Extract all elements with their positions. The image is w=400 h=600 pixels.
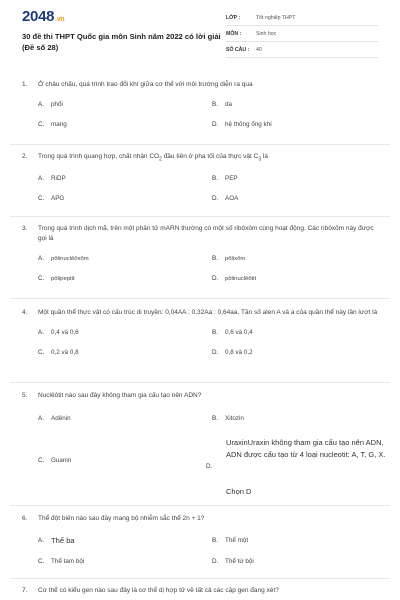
option-text: 0,2 và 0,8 (51, 349, 79, 356)
header (0, 0, 400, 62)
option-text: 0,8 và 0,2 (225, 349, 253, 356)
option-b[interactable] (212, 174, 238, 184)
exam-meta (226, 10, 378, 58)
option-key: B. (212, 175, 218, 183)
option-text: Thể ba (51, 536, 75, 545)
option-d[interactable] (212, 557, 254, 567)
question-text: Một quần thể thực vật có cấu trúc di truyền: 0,04AA : 0,32Aa : 0,64aa. Tần số alen A và a của quần thể này lần lượt là (38, 309, 378, 316)
option-key: C. (38, 457, 45, 464)
option-text: Thể tam bội (51, 558, 85, 565)
question-text: Nuclêôtit nào sau đây không tham gia cấu tạo nên ADN? (38, 392, 202, 399)
divider (10, 505, 390, 506)
meta-row-count (226, 42, 378, 58)
option-key: D. (212, 349, 219, 356)
question-6 (22, 514, 382, 567)
option-key: C. (38, 275, 45, 282)
option-key: B. (212, 415, 218, 422)
option-b[interactable] (212, 328, 253, 338)
meta-label: MÔN : (226, 30, 242, 37)
option-b[interactable] (212, 254, 245, 264)
meta-label: LỚP : (226, 14, 241, 21)
divider (10, 382, 390, 383)
option-text: APG (51, 195, 65, 203)
option-text: PEP (225, 175, 238, 183)
question-text: Cơ thể có kiểu gen nào sau đây là cơ thể dị hợp tử về tất cả các cặp gen đang xét? (38, 587, 279, 594)
option-c[interactable] (38, 456, 71, 466)
option-text: pôlipeptit (51, 276, 75, 282)
question-text: Trong quá trình quang hợp, chất nhận $CO_2$ đầu tiên ở pha tối của thực vật $C_3$ là (38, 153, 268, 163)
option-key: C. (38, 121, 45, 128)
question-text: Ở châu chấu, quá trình trao đổi khí giữa cơ thể với môi trường diễn ra qua (38, 81, 253, 88)
option-text: mang (51, 121, 67, 128)
option-text: hệ thống ống khí (225, 121, 272, 128)
option-key: D. (212, 275, 219, 282)
divider (10, 298, 390, 299)
meta-value: 40 (256, 46, 262, 53)
option-key: A. (38, 329, 44, 336)
option-c[interactable] (38, 194, 64, 204)
option-key: A. (38, 255, 44, 262)
question-1 (22, 80, 382, 130)
question-number: 6. (22, 515, 28, 522)
option-text: 0,4 và 0,6 (51, 329, 79, 336)
meta-row-class (226, 10, 378, 26)
option-key: A. (38, 537, 44, 544)
option-key: A. (38, 101, 44, 108)
question-number: 3. (22, 225, 28, 232)
question-3 (22, 224, 382, 284)
option-c[interactable] (38, 557, 84, 567)
option-key: C. (38, 195, 45, 203)
question-2 (22, 152, 382, 204)
option-text: da (225, 101, 233, 108)
logo-tld: .vn (55, 16, 65, 23)
option-a[interactable] (38, 100, 63, 110)
meta-value: Tốt nghiệp THPT (256, 14, 296, 21)
question-text: Trong quá trình dịch mã, trên một phân tử mARN thường có một số ribôxôm cùng hoạt động. Các ribôxôm này được gọi là (38, 225, 374, 242)
option-text: pôlixôm (225, 256, 246, 262)
option-text: Guanin (51, 457, 72, 464)
option-key: C. (38, 349, 45, 356)
option-a[interactable] (38, 174, 66, 184)
option-key: D. (212, 195, 219, 203)
question-7 (22, 586, 382, 596)
option-text: Adênin (51, 415, 71, 422)
option-d[interactable] (212, 194, 238, 204)
option-a[interactable] (38, 536, 75, 546)
option-d[interactable] (212, 348, 253, 358)
question-number: 1. (22, 81, 28, 88)
option-text: pôlinuclêôtit (225, 276, 257, 282)
question-number: 4. (22, 309, 28, 316)
meta-value: Sinh học (256, 30, 277, 37)
option-c[interactable] (38, 348, 79, 358)
option-a[interactable] (38, 414, 71, 424)
option-text: RiDP (51, 175, 66, 183)
option-b[interactable] (212, 414, 244, 424)
divider (10, 216, 390, 217)
option-key: D. (212, 121, 219, 128)
option-a[interactable] (38, 328, 79, 338)
exam-title: 30 đề thi THPT Quốc gia môn Sinh năm 2022 có lời giải (Đề số 28) (22, 32, 221, 52)
option-text: phổi (51, 101, 63, 108)
option-c[interactable] (38, 274, 75, 284)
option-text: 0,6 và 0,4 (225, 329, 253, 336)
option-key: B. (212, 537, 218, 544)
option-key: B. (212, 329, 218, 336)
meta-label: SỐ CÂU : (226, 46, 250, 53)
option-key: D. (212, 558, 219, 565)
divider (10, 578, 390, 579)
option-text: AOA (225, 195, 239, 203)
option-text: Xitozin (225, 415, 244, 422)
question-number: 5. (22, 392, 28, 399)
option-key: B. (212, 255, 218, 262)
option-d[interactable] (212, 274, 256, 284)
option-key: D. (206, 463, 213, 470)
question-number: 7. (22, 587, 28, 594)
question-number: 2. (22, 153, 28, 160)
option-b[interactable] (212, 536, 248, 546)
option-text: Thể tứ bội (225, 558, 254, 565)
question-text: Thể đột biến nào sau đây mang bộ nhiễm sắc thể 2n + 1? (38, 515, 205, 522)
option-c[interactable] (38, 120, 67, 130)
option-b[interactable] (212, 100, 232, 110)
option-text: pôlinuclêôxôm (51, 256, 89, 262)
option-key: B. (212, 101, 218, 108)
option-key: A. (38, 175, 44, 183)
option-key: C. (38, 558, 45, 565)
question-4 (22, 308, 382, 358)
answer-label: Chọn D (226, 487, 252, 496)
option-text: Thể một (225, 537, 249, 544)
divider (10, 144, 390, 145)
site-logo[interactable] (22, 8, 64, 25)
option-d[interactable] (212, 120, 272, 130)
option-explanation: UraxinUraxin không tham gia cấu tạo nên ADN, ADN được cấu tạo từ 4 loại nucleotit: A, T, G, X. (226, 438, 386, 459)
option-key: A. (38, 415, 44, 422)
option-a[interactable] (38, 254, 89, 264)
logo-main: 2048 (22, 8, 55, 25)
meta-row-subject (226, 26, 378, 42)
